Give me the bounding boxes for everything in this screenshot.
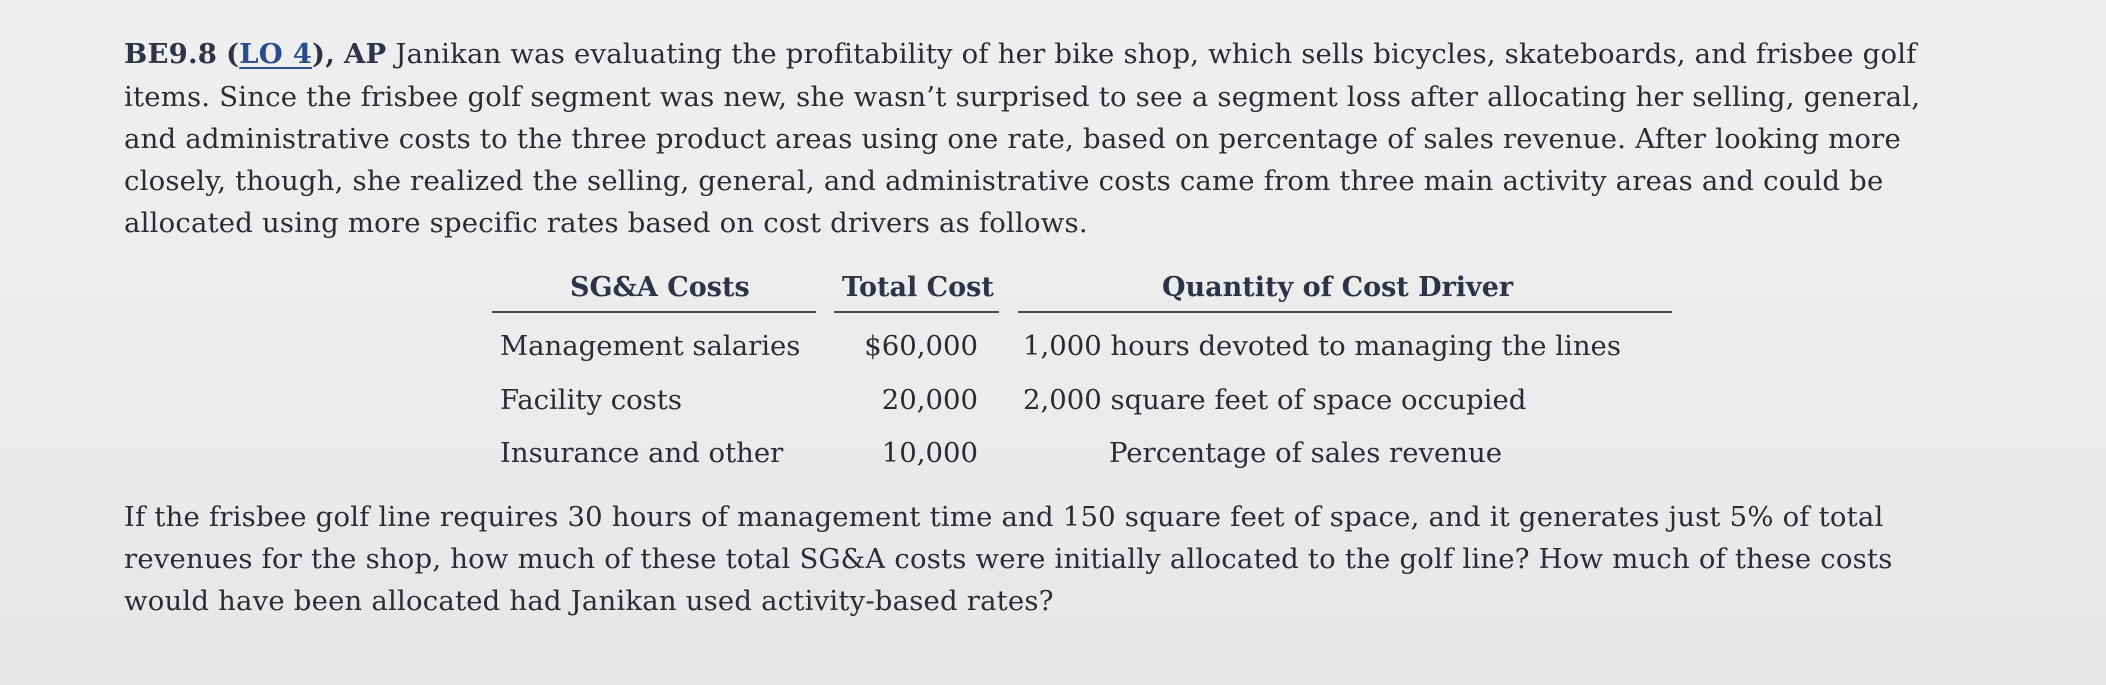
table-cell-cost: Facility costs <box>500 384 682 416</box>
question-text: revenues for the shop, how much of these total SG&A costs were initially allocated to the golf line? How much of these costs <box>124 543 1893 575</box>
table-cell-total: $60,000 <box>864 330 978 362</box>
table-cell-total: 10,000 <box>881 437 978 469</box>
header-divider <box>834 311 999 313</box>
table-cell-cost: Management salaries <box>500 330 801 362</box>
table-cell-driver: Percentage of sales revenue <box>1109 437 1502 469</box>
question-text: If the frisbee golf line requires 30 hours of management time and 150 square feet of space, and it generates just 5% of total <box>124 501 1884 533</box>
table-header-total-cost: Total Cost <box>842 272 994 303</box>
problem-text: Janikan was evaluating the profitability of her bike shop, which sells bicycles, skateboards, and frisbee golf <box>395 38 1917 70</box>
problem-text: and administrative costs to the three product areas using one rate, based on percentage of sales revenue. After looking more <box>124 123 1901 155</box>
table-header-sga-costs: SG&A Costs <box>570 272 750 303</box>
problem-text: allocated using more specific rates based on cost drivers as follows. <box>124 207 1088 239</box>
header-divider <box>492 311 816 313</box>
table-cell-driver: 2,000 square feet of space occupied <box>1023 384 1527 416</box>
header-divider <box>1018 311 1672 313</box>
table-cell-cost: Insurance and other <box>500 437 784 469</box>
lo-open-paren: ( <box>226 38 240 70</box>
problem-id: BE9.8 <box>124 38 218 70</box>
lo-close-paren: ), <box>312 38 336 70</box>
table-cell-total: 20,000 <box>881 384 978 416</box>
problem-text: closely, though, she realized the selling, general, and administrative costs came from three main activity areas and could be <box>124 165 1884 197</box>
table-header-cost-driver: Quantity of Cost Driver <box>1162 272 1514 303</box>
table-cell-driver: 1,000 hours devoted to managing the lines <box>1023 330 1621 362</box>
problem-line-1 <box>124 34 1917 74</box>
learning-objective-link[interactable]: LO 4 <box>239 38 313 70</box>
problem-text: items. Since the frisbee golf segment was new, she wasn’t surprised to see a segment loss after allocating her selling, general, <box>124 81 1921 113</box>
question-text: would have been allocated had Janikan used activity-based rates? <box>124 585 1054 617</box>
difficulty-tag: AP <box>344 38 387 70</box>
